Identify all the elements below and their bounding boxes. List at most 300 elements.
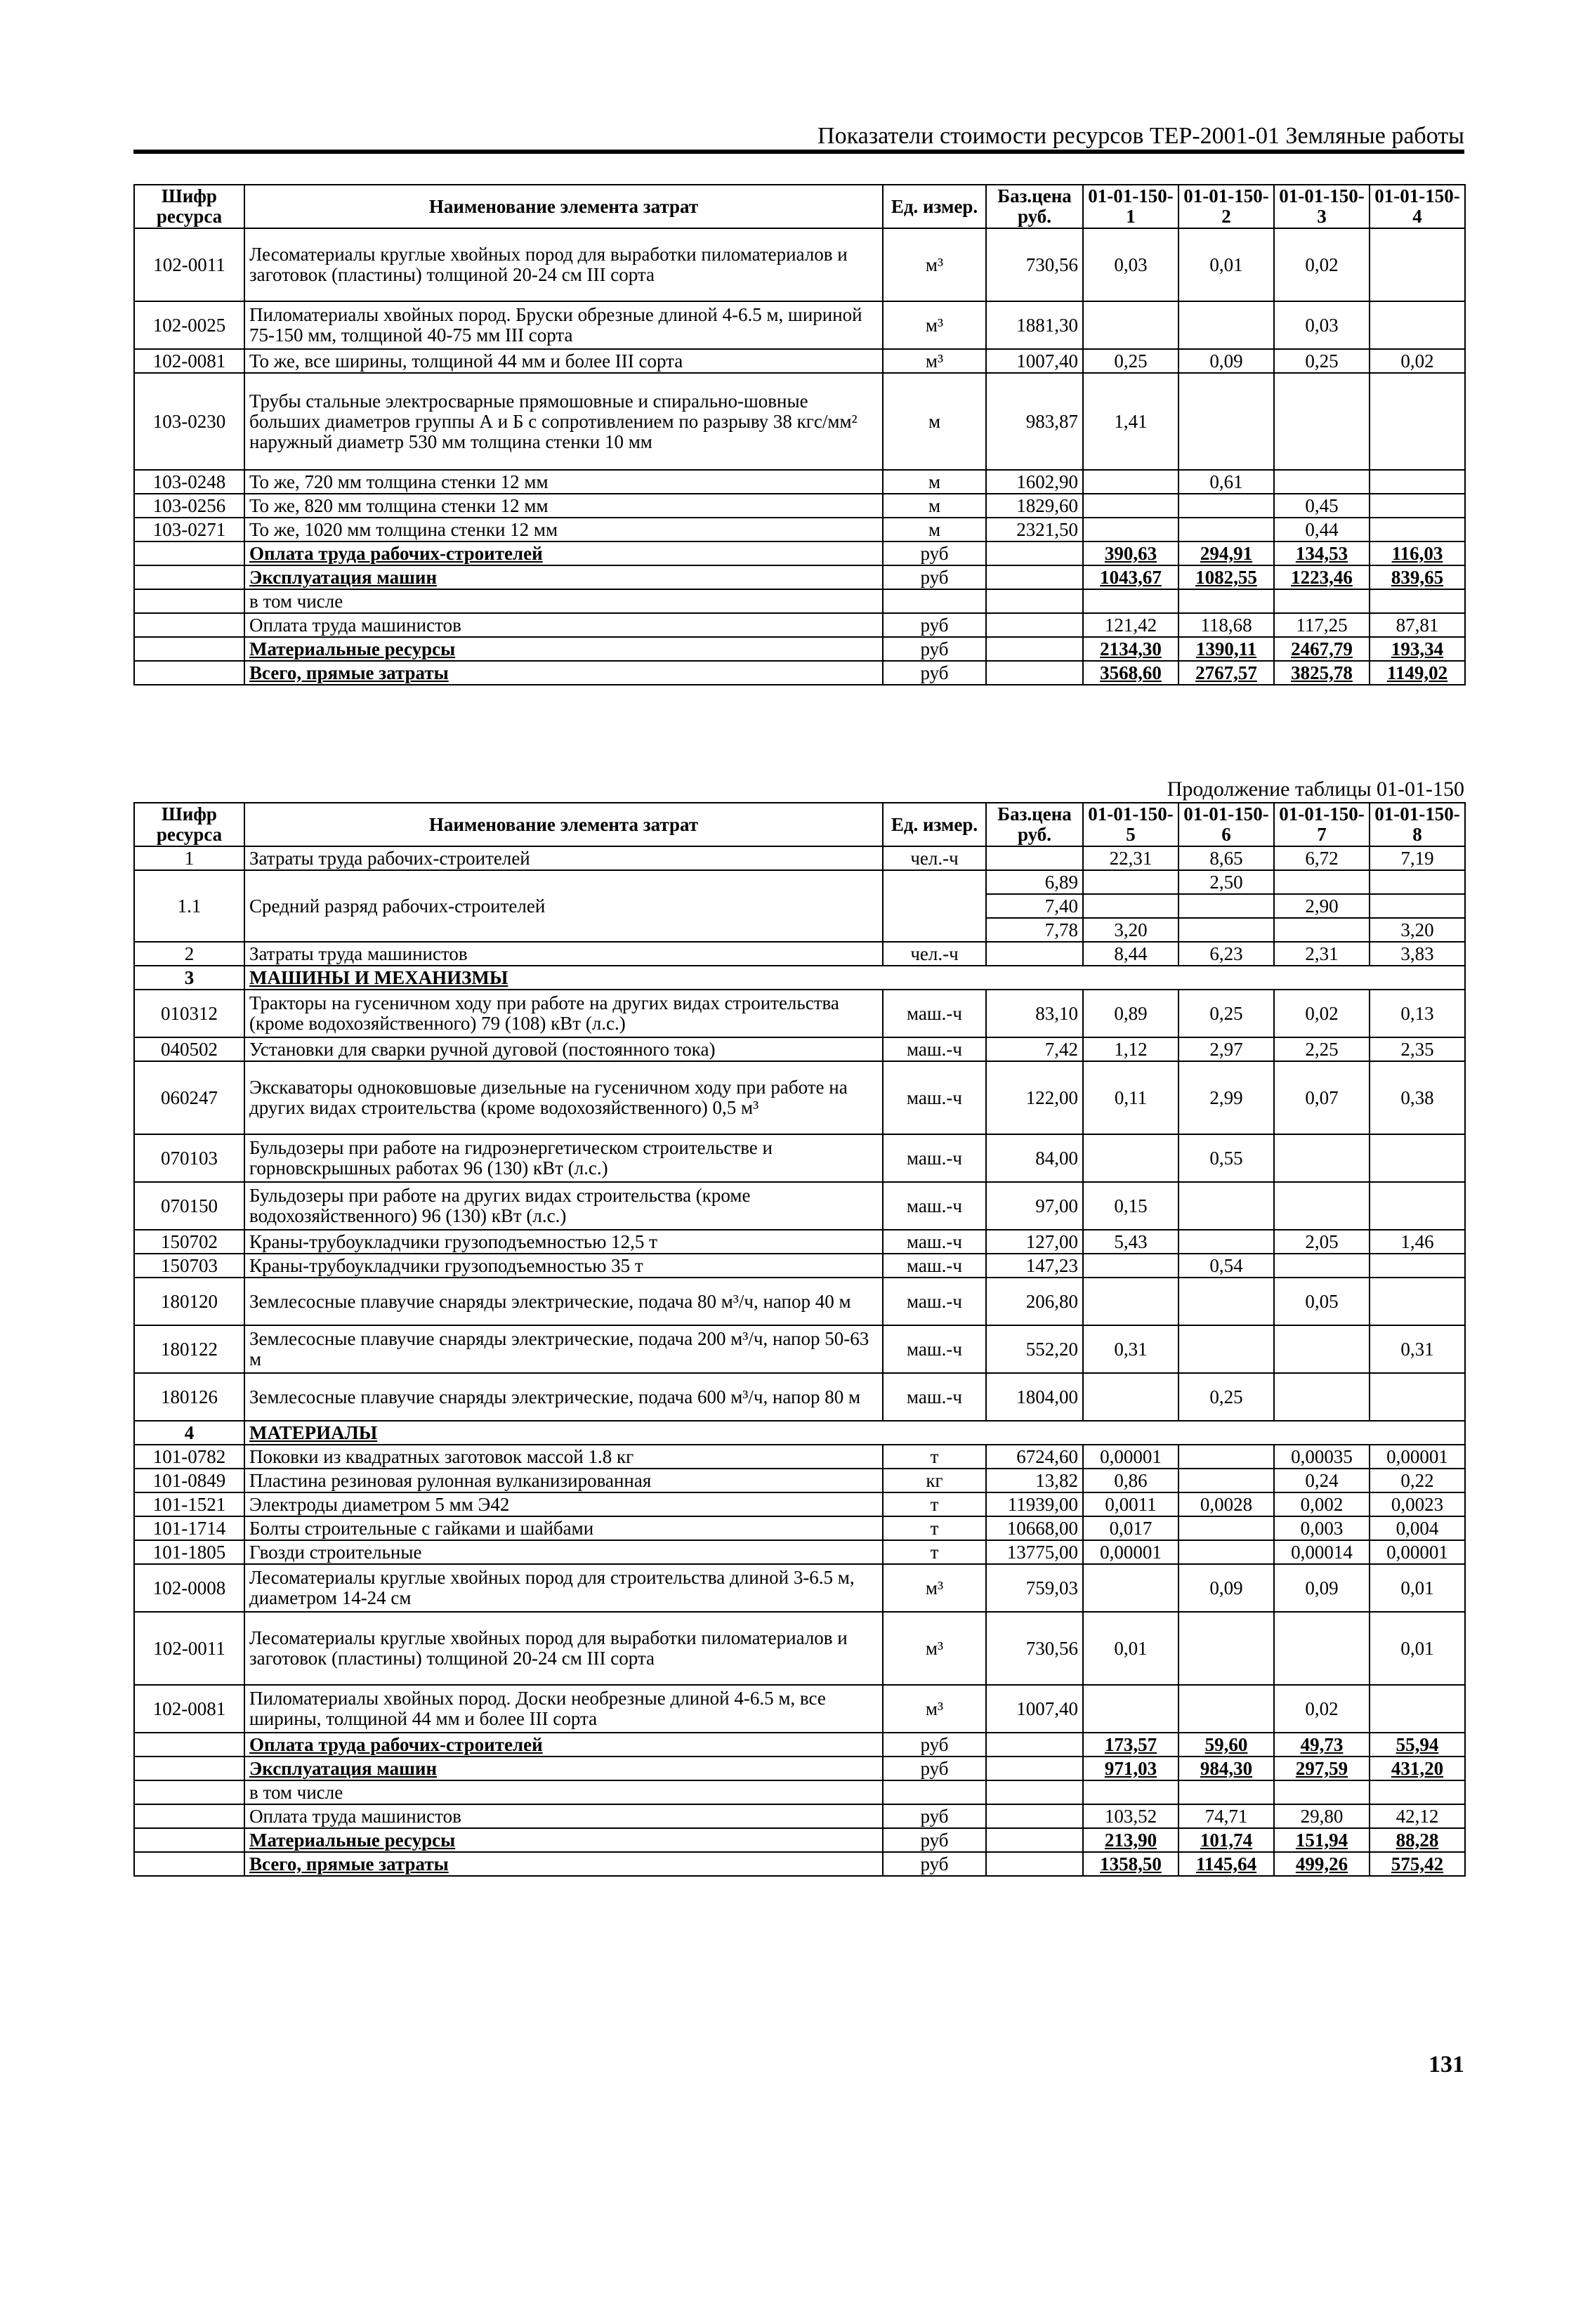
resource-name: Краны-трубоукладчики грузоподъемностью 35 т xyxy=(244,1254,883,1278)
unit-cell: м xyxy=(883,494,986,518)
value-cell xyxy=(1083,1134,1178,1182)
resource-name: Пиломатериалы хвойных пород. Бруски обрезные длиной 4-6.5 м, шириной 75-150 мм, толщиной 40-75 мм III сорта xyxy=(244,301,883,349)
totals-row xyxy=(134,1804,1465,1828)
totals-label: Оплата труда рабочих-строителей xyxy=(244,1733,883,1757)
value-cell: 0,55 xyxy=(1178,1134,1274,1182)
value-cell: 0,02 xyxy=(1370,349,1465,373)
unit-cell: м³ xyxy=(883,1685,986,1733)
resource-row xyxy=(134,1612,1465,1685)
resource-name: Лесоматериалы круглые хвойных пород для выработки пиломатериалов и заготовок (пластины) толщиной 20-24 см III сорта xyxy=(244,228,883,301)
base-price-cell: 1602,90 xyxy=(986,470,1083,494)
empty-cell xyxy=(986,541,1083,565)
value-cell: 0,002 xyxy=(1274,1492,1370,1516)
totals-value: 499,26 xyxy=(1274,1852,1370,1876)
totals-label: в том числе xyxy=(244,589,883,613)
section-title: МАТЕРИАЛЫ xyxy=(244,1421,1465,1445)
resource-code: 103-0248 xyxy=(134,470,244,494)
labor-row xyxy=(134,846,1465,870)
value-cell: 0,01 xyxy=(1370,1564,1465,1612)
totals-value: 116,03 xyxy=(1370,541,1465,565)
value-cell: 0,00001 xyxy=(1370,1445,1465,1469)
value-cell: 0,44 xyxy=(1274,518,1370,541)
totals-row xyxy=(134,541,1465,565)
value-cell: 0,00035 xyxy=(1274,1445,1370,1469)
value-cell xyxy=(1274,1612,1370,1685)
value-cell: 0,09 xyxy=(1274,1564,1370,1612)
value-cell: 3,20 xyxy=(1083,918,1178,942)
resource-table-2 xyxy=(133,802,1466,1877)
empty-cell xyxy=(986,1828,1083,1852)
resource-row xyxy=(134,1445,1465,1469)
empty-cell xyxy=(134,1733,244,1757)
empty-cell xyxy=(134,541,244,565)
totals-value: 431,20 xyxy=(1370,1757,1465,1780)
unit-cell: м xyxy=(883,518,986,541)
resource-name: Трубы стальные электросварные прямошовные и спирально-шовные больших диаметров группы А и Б с сопротивлением по разрыву 38 кгс/мм² наружный диаметр 530 мм толщина стенки 10 мм xyxy=(244,373,883,470)
value-cell xyxy=(1274,373,1370,470)
base-price-cell: 983,87 xyxy=(986,373,1083,470)
unit-cell: м³ xyxy=(883,349,986,373)
value-cell: 0,00001 xyxy=(1370,1540,1465,1564)
base-price-cell: 1829,60 xyxy=(986,494,1083,518)
base-price-cell: 84,00 xyxy=(986,1134,1083,1182)
unit-cell: маш.-ч xyxy=(883,990,986,1037)
value-cell: 1,41 xyxy=(1083,373,1178,470)
table-header-row xyxy=(134,185,1465,228)
unit-cell: т xyxy=(883,1445,986,1469)
column-header: Наименование элемента затрат xyxy=(244,803,883,846)
resource-row xyxy=(134,1134,1465,1182)
totals-value: 101,74 xyxy=(1178,1828,1274,1852)
resource-code: 101-1805 xyxy=(134,1540,244,1564)
empty-cell xyxy=(134,1780,244,1804)
value-cell: 2,05 xyxy=(1274,1230,1370,1254)
value-cell xyxy=(1370,894,1465,918)
resource-name: Затраты труда рабочих-строителей xyxy=(244,846,883,870)
totals-value: 2767,57 xyxy=(1178,661,1274,685)
empty-cell xyxy=(134,613,244,637)
totals-row xyxy=(134,1757,1465,1780)
empty-cell xyxy=(134,661,244,685)
base-price-cell: 1881,30 xyxy=(986,301,1083,349)
totals-value: 49,73 xyxy=(1274,1733,1370,1757)
totals-label: Всего, прямые затраты xyxy=(244,1852,883,1876)
value-cell xyxy=(1274,1254,1370,1278)
empty-cell xyxy=(134,1852,244,1876)
empty-cell xyxy=(986,637,1083,661)
value-cell xyxy=(1083,494,1178,518)
base-price-cell: 552,20 xyxy=(986,1325,1083,1373)
totals-value xyxy=(1178,1780,1274,1804)
value-cell xyxy=(1178,373,1274,470)
resource-code: 103-0256 xyxy=(134,494,244,518)
resource-code: 040502 xyxy=(134,1037,244,1061)
totals-value: 2134,30 xyxy=(1083,637,1178,661)
empty-cell xyxy=(134,1757,244,1780)
resource-row xyxy=(134,1278,1465,1325)
totals-value xyxy=(1370,589,1465,613)
totals-value xyxy=(1178,589,1274,613)
unit-cell: т xyxy=(883,1540,986,1564)
value-cell: 0,017 xyxy=(1083,1516,1178,1540)
resource-name: Установки для сварки ручной дуговой (постоянного тока) xyxy=(244,1037,883,1061)
resource-name: То же, все ширины, толщиной 44 мм и более III сорта xyxy=(244,349,883,373)
section-row xyxy=(134,1421,1465,1445)
totals-value: 88,28 xyxy=(1370,1828,1465,1852)
value-cell: 3,20 xyxy=(1370,918,1465,942)
resource-row xyxy=(134,518,1465,541)
column-header: 01-01-150-2 xyxy=(1178,185,1274,228)
unit-cell: маш.-ч xyxy=(883,1373,986,1421)
section-title: МАШИНЫ И МЕХАНИЗМЫ xyxy=(244,966,1465,990)
resource-name: Пластина резиновая рулонная вулканизированная xyxy=(244,1469,883,1492)
base-price-cell: 2321,50 xyxy=(986,518,1083,541)
value-cell xyxy=(1083,870,1178,894)
value-cell: 1,46 xyxy=(1370,1230,1465,1254)
value-cell: 8,44 xyxy=(1083,942,1178,966)
value-cell xyxy=(1178,1540,1274,1564)
value-cell: 0,31 xyxy=(1370,1325,1465,1373)
unit-cell: т xyxy=(883,1492,986,1516)
resource-name: Бульдозеры при работе на других видах строительства (кроме водохозяйственного) 96 (130) кВт (л.с.) xyxy=(244,1182,883,1230)
value-cell xyxy=(1370,870,1465,894)
totals-value: 1043,67 xyxy=(1083,565,1178,589)
resource-name: Гвозди строительные xyxy=(244,1540,883,1564)
unit-cell: м xyxy=(883,373,986,470)
totals-value: 839,65 xyxy=(1370,565,1465,589)
value-cell: 22,31 xyxy=(1083,846,1178,870)
unit-cell: маш.-ч xyxy=(883,1061,986,1134)
base-price-cell: 206,80 xyxy=(986,1278,1083,1325)
value-cell: 0,02 xyxy=(1274,990,1370,1037)
value-cell xyxy=(1083,518,1178,541)
empty-cell xyxy=(986,661,1083,685)
value-cell: 0,89 xyxy=(1083,990,1178,1037)
empty-cell xyxy=(134,589,244,613)
value-cell: 2,50 xyxy=(1178,870,1274,894)
value-cell: 0,01 xyxy=(1178,228,1274,301)
value-cell xyxy=(1178,1230,1274,1254)
totals-value xyxy=(1083,589,1178,613)
unit-cell: руб xyxy=(883,1757,986,1780)
resource-code: 103-0271 xyxy=(134,518,244,541)
totals-value: 42,12 xyxy=(1370,1804,1465,1828)
value-cell: 0,07 xyxy=(1274,1061,1370,1134)
value-cell: 0,61 xyxy=(1178,470,1274,494)
value-cell xyxy=(1370,1373,1465,1421)
value-cell xyxy=(1370,518,1465,541)
value-cell: 0,15 xyxy=(1083,1182,1178,1230)
unit-cell: маш.-ч xyxy=(883,1278,986,1325)
empty-cell xyxy=(134,1804,244,1828)
value-cell xyxy=(1274,1325,1370,1373)
value-cell: 0,25 xyxy=(1274,349,1370,373)
totals-value: 294,91 xyxy=(1178,541,1274,565)
totals-row xyxy=(134,1828,1465,1852)
value-cell xyxy=(1178,894,1274,918)
value-cell: 2,35 xyxy=(1370,1037,1465,1061)
resource-name: Землесосные плавучие снаряды электрические, подача 80 м³/ч, напор 40 м xyxy=(244,1278,883,1325)
totals-value: 1358,50 xyxy=(1083,1852,1178,1876)
table-header-row xyxy=(134,803,1465,846)
section-code: 3 xyxy=(134,966,244,990)
totals-value: 193,34 xyxy=(1370,637,1465,661)
value-cell: 0,45 xyxy=(1274,494,1370,518)
column-header: Шифр ресурса xyxy=(134,185,244,228)
resource-code: 101-1714 xyxy=(134,1516,244,1540)
column-header: 01-01-150-1 xyxy=(1083,185,1178,228)
value-cell xyxy=(1370,1685,1465,1733)
totals-value xyxy=(1274,589,1370,613)
resource-row xyxy=(134,990,1465,1037)
value-cell: 0,01 xyxy=(1370,1612,1465,1685)
empty-cell xyxy=(883,870,986,942)
unit-cell: руб xyxy=(883,1828,986,1852)
resource-code: 010312 xyxy=(134,990,244,1037)
totals-value: 390,63 xyxy=(1083,541,1178,565)
totals-value xyxy=(1083,1780,1178,1804)
column-header: Наименование элемента затрат xyxy=(244,185,883,228)
resource-code: 101-1521 xyxy=(134,1492,244,1516)
empty-cell xyxy=(986,565,1083,589)
base-price-cell: 83,10 xyxy=(986,990,1083,1037)
value-cell xyxy=(1083,1564,1178,1612)
resource-name: Затраты труда машинистов xyxy=(244,942,883,966)
totals-row xyxy=(134,589,1465,613)
base-price-cell: 1007,40 xyxy=(986,1685,1083,1733)
value-cell xyxy=(1274,470,1370,494)
value-cell: 2,97 xyxy=(1178,1037,1274,1061)
value-cell xyxy=(1370,470,1465,494)
empty-cell xyxy=(986,613,1083,637)
resource-row xyxy=(134,1254,1465,1278)
value-cell: 1,12 xyxy=(1083,1037,1178,1061)
totals-value: 297,59 xyxy=(1274,1757,1370,1780)
totals-value: 3825,78 xyxy=(1274,661,1370,685)
resource-row xyxy=(134,1037,1465,1061)
totals-label: Эксплуатация машин xyxy=(244,565,883,589)
totals-value: 134,53 xyxy=(1274,541,1370,565)
page-number: 131 xyxy=(1429,2051,1464,2077)
totals-row xyxy=(134,613,1465,637)
resource-table-1 xyxy=(133,184,1466,685)
base-price-cell: 13,82 xyxy=(986,1469,1083,1492)
value-cell xyxy=(1178,1516,1274,1540)
value-cell: 0,00001 xyxy=(1083,1540,1178,1564)
totals-value: 173,57 xyxy=(1083,1733,1178,1757)
resource-code: 150703 xyxy=(134,1254,244,1278)
machinists-row xyxy=(134,942,1465,966)
unit-cell: м³ xyxy=(883,228,986,301)
base-price-cell: 1007,40 xyxy=(986,349,1083,373)
empty-cell xyxy=(986,1733,1083,1757)
resource-code: 102-0081 xyxy=(134,1685,244,1733)
value-cell xyxy=(1274,1373,1370,1421)
value-cell: 0,0028 xyxy=(1178,1492,1274,1516)
value-cell xyxy=(1370,228,1465,301)
unit-cell: маш.-ч xyxy=(883,1230,986,1254)
base-price-cell: 10668,00 xyxy=(986,1516,1083,1540)
totals-label: Материальные ресурсы xyxy=(244,637,883,661)
empty-cell xyxy=(986,1757,1083,1780)
totals-value: 3568,60 xyxy=(1083,661,1178,685)
resource-code: 101-0849 xyxy=(134,1469,244,1492)
unit-cell: маш.-ч xyxy=(883,1254,986,1278)
resource-code: 102-0008 xyxy=(134,1564,244,1612)
value-cell: 6,23 xyxy=(1178,942,1274,966)
totals-value: 1149,02 xyxy=(1370,661,1465,685)
section-code: 2 xyxy=(134,942,244,966)
value-cell xyxy=(1083,1254,1178,1278)
base-price-cell: 730,56 xyxy=(986,228,1083,301)
value-cell xyxy=(1274,1182,1370,1230)
resource-name: Землесосные плавучие снаряды электрические, подача 600 м³/ч, напор 80 м xyxy=(244,1373,883,1421)
unit-cell: м xyxy=(883,470,986,494)
empty-cell xyxy=(986,1804,1083,1828)
totals-value: 2467,79 xyxy=(1274,637,1370,661)
value-cell: 0,00001 xyxy=(1083,1445,1178,1469)
value-cell: 0,0023 xyxy=(1370,1492,1465,1516)
totals-label: Оплата труда машинистов xyxy=(244,1804,883,1828)
totals-row xyxy=(134,1852,1465,1876)
value-cell xyxy=(1370,373,1465,470)
totals-value: 59,60 xyxy=(1178,1733,1274,1757)
value-cell: 0,86 xyxy=(1083,1469,1178,1492)
resource-row xyxy=(134,1469,1465,1492)
unit-cell: м³ xyxy=(883,1564,986,1612)
resource-code: 103-0230 xyxy=(134,373,244,470)
value-cell: 0,05 xyxy=(1274,1278,1370,1325)
table-continuation-label: Продолжение таблицы 01-01-150 xyxy=(1167,777,1464,801)
totals-row xyxy=(134,661,1465,685)
unit-cell: маш.-ч xyxy=(883,1182,986,1230)
value-cell: 0,09 xyxy=(1178,1564,1274,1612)
value-cell xyxy=(1178,1612,1274,1685)
page-header: Показатели стоимости ресурсов ТЕР-2001-01 Земляные работы xyxy=(817,123,1464,149)
column-header: 01-01-150-5 xyxy=(1083,803,1178,846)
value-cell xyxy=(1370,301,1465,349)
value-cell xyxy=(1178,1182,1274,1230)
resource-row xyxy=(134,1685,1465,1733)
value-cell xyxy=(1178,518,1274,541)
base-price-cell: 97,00 xyxy=(986,1182,1083,1230)
empty-cell xyxy=(134,565,244,589)
value-cell xyxy=(1083,1685,1178,1733)
value-cell xyxy=(1178,301,1274,349)
value-cell: 0,0011 xyxy=(1083,1492,1178,1516)
value-cell: 0,003 xyxy=(1274,1516,1370,1540)
value-cell: 8,65 xyxy=(1178,846,1274,870)
column-header: 01-01-150-6 xyxy=(1178,803,1274,846)
value-cell: 0,38 xyxy=(1370,1061,1465,1134)
resource-code: 060247 xyxy=(134,1061,244,1134)
column-header: 01-01-150-8 xyxy=(1370,803,1465,846)
grade-value: 6,89 xyxy=(986,870,1083,894)
value-cell xyxy=(1274,1134,1370,1182)
value-cell: 0,01 xyxy=(1083,1612,1178,1685)
section-code: 1 xyxy=(134,846,244,870)
totals-value: 984,30 xyxy=(1178,1757,1274,1780)
totals-value: 74,71 xyxy=(1178,1804,1274,1828)
value-cell xyxy=(1083,470,1178,494)
base-price-cell: 759,03 xyxy=(986,1564,1083,1612)
totals-value: 575,42 xyxy=(1370,1852,1465,1876)
resource-code: 101-0782 xyxy=(134,1445,244,1469)
grade-value: 7,78 xyxy=(986,918,1083,942)
unit-cell: маш.-ч xyxy=(883,1037,986,1061)
resource-code: 180126 xyxy=(134,1373,244,1421)
totals-value: 1223,46 xyxy=(1274,565,1370,589)
resource-code: 180120 xyxy=(134,1278,244,1325)
value-cell: 0,25 xyxy=(1178,990,1274,1037)
resource-row xyxy=(134,1061,1465,1134)
empty-cell xyxy=(986,589,1083,613)
value-cell: 0,22 xyxy=(1370,1469,1465,1492)
base-price-cell: 7,42 xyxy=(986,1037,1083,1061)
resource-row xyxy=(134,1230,1465,1254)
unit-cell: чел.-ч xyxy=(883,846,986,870)
totals-value xyxy=(1370,1780,1465,1804)
totals-value: 29,80 xyxy=(1274,1804,1370,1828)
value-cell xyxy=(1178,1325,1274,1373)
value-cell xyxy=(1370,1254,1465,1278)
value-cell: 2,31 xyxy=(1274,942,1370,966)
section-row xyxy=(134,966,1465,990)
resource-row xyxy=(134,301,1465,349)
base-price-cell: 127,00 xyxy=(986,1230,1083,1254)
value-cell: 5,43 xyxy=(1083,1230,1178,1254)
empty-cell xyxy=(986,846,1083,870)
unit-cell: маш.-ч xyxy=(883,1134,986,1182)
base-price-cell: 13775,00 xyxy=(986,1540,1083,1564)
empty-cell xyxy=(134,1828,244,1852)
column-header: Баз.цена руб. xyxy=(986,185,1083,228)
resource-row xyxy=(134,1182,1465,1230)
resource-name: Экскаваторы одноковшовые дизельные на гусеничном ходу при работе на других видах строительства (кроме водохозяйственного) 0,5 м³ xyxy=(244,1061,883,1134)
value-cell: 0,09 xyxy=(1178,349,1274,373)
column-header: 01-01-150-4 xyxy=(1370,185,1465,228)
resource-name: То же, 720 мм толщина стенки 12 мм xyxy=(244,470,883,494)
unit-cell: руб xyxy=(883,1804,986,1828)
column-header: Баз.цена руб. xyxy=(986,803,1083,846)
unit-cell: руб xyxy=(883,541,986,565)
totals-value: 117,25 xyxy=(1274,613,1370,637)
empty-cell xyxy=(986,942,1083,966)
base-price-cell: 122,00 xyxy=(986,1061,1083,1134)
totals-value: 213,90 xyxy=(1083,1828,1178,1852)
resource-code: 102-0011 xyxy=(134,1612,244,1685)
totals-label: в том числе xyxy=(244,1780,883,1804)
section-code: 1.1 xyxy=(134,870,244,942)
totals-row xyxy=(134,565,1465,589)
column-header: Шифр ресурса xyxy=(134,803,244,846)
resource-name: Лесоматериалы круглые хвойных пород для выработки пиломатериалов и заготовок (пластины) толщиной 20-24 см III сорта xyxy=(244,1612,883,1685)
column-header: 01-01-150-7 xyxy=(1274,803,1370,846)
value-cell: 3,83 xyxy=(1370,942,1465,966)
value-cell xyxy=(1274,918,1370,942)
totals-value: 1390,11 xyxy=(1178,637,1274,661)
unit-cell: руб xyxy=(883,613,986,637)
totals-label: Материальные ресурсы xyxy=(244,1828,883,1852)
column-header: Ед. измер. xyxy=(883,185,986,228)
value-cell: 0,03 xyxy=(1083,228,1178,301)
totals-value: 151,94 xyxy=(1274,1828,1370,1852)
resource-name: То же, 1020 мм толщина стенки 12 мм xyxy=(244,518,883,541)
unit-cell: руб xyxy=(883,1852,986,1876)
empty-cell xyxy=(986,1780,1083,1804)
value-cell: 0,25 xyxy=(1083,349,1178,373)
value-cell: 0,11 xyxy=(1083,1061,1178,1134)
